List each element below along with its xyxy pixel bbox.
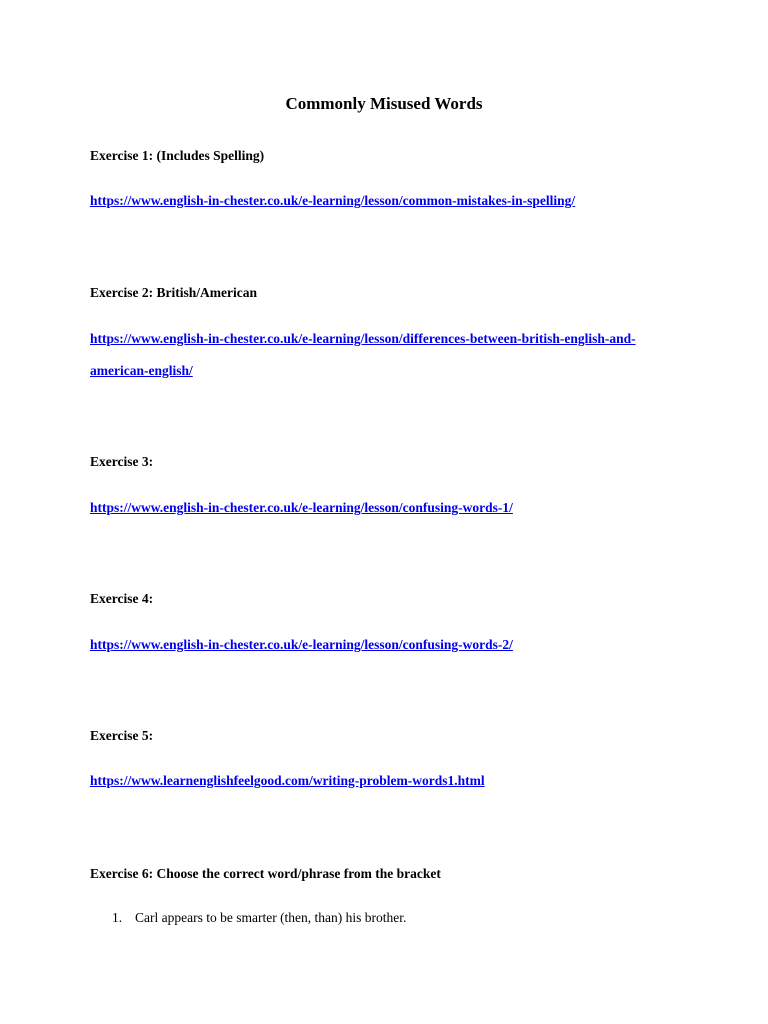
exercise-5-link[interactable]: https://www.learnenglishfeelgood.com/writing-problem-words1.html	[90, 773, 485, 788]
exercise-6-list	[90, 909, 406, 927]
exercise-1-heading: Exercise 1: (Includes Spelling)	[90, 148, 265, 163]
exercise-2-link-line2[interactable]: american-english/	[90, 363, 193, 378]
list-item	[90, 909, 406, 927]
exercise-6-heading: Exercise 6: Choose the correct word/phrase from the bracket	[90, 866, 441, 881]
list-item-text: Carl appears to be smarter (then, than) his brother.	[135, 910, 407, 925]
exercise-5-heading: Exercise 5:	[90, 728, 154, 743]
exercise-4-link[interactable]: https://www.english-in-chester.co.uk/e-learning/lesson/confusing-words-2/	[90, 637, 513, 652]
exercise-2-heading: Exercise 2: British/American	[90, 285, 257, 300]
list-item-number: 1.	[112, 910, 123, 925]
page-title: Commonly Misused Words	[285, 94, 483, 113]
exercise-2-link-line1[interactable]: https://www.english-in-chester.co.uk/e-learning/lesson/differences-between-british-english-and-	[90, 331, 636, 346]
exercise-1-link[interactable]: https://www.english-in-chester.co.uk/e-learning/lesson/common-mistakes-in-spelling/	[90, 193, 576, 208]
exercise-3-link[interactable]: https://www.english-in-chester.co.uk/e-learning/lesson/confusing-words-1/	[90, 500, 513, 515]
exercise-3-heading: Exercise 3:	[90, 454, 154, 469]
exercise-4-heading: Exercise 4:	[90, 591, 154, 606]
